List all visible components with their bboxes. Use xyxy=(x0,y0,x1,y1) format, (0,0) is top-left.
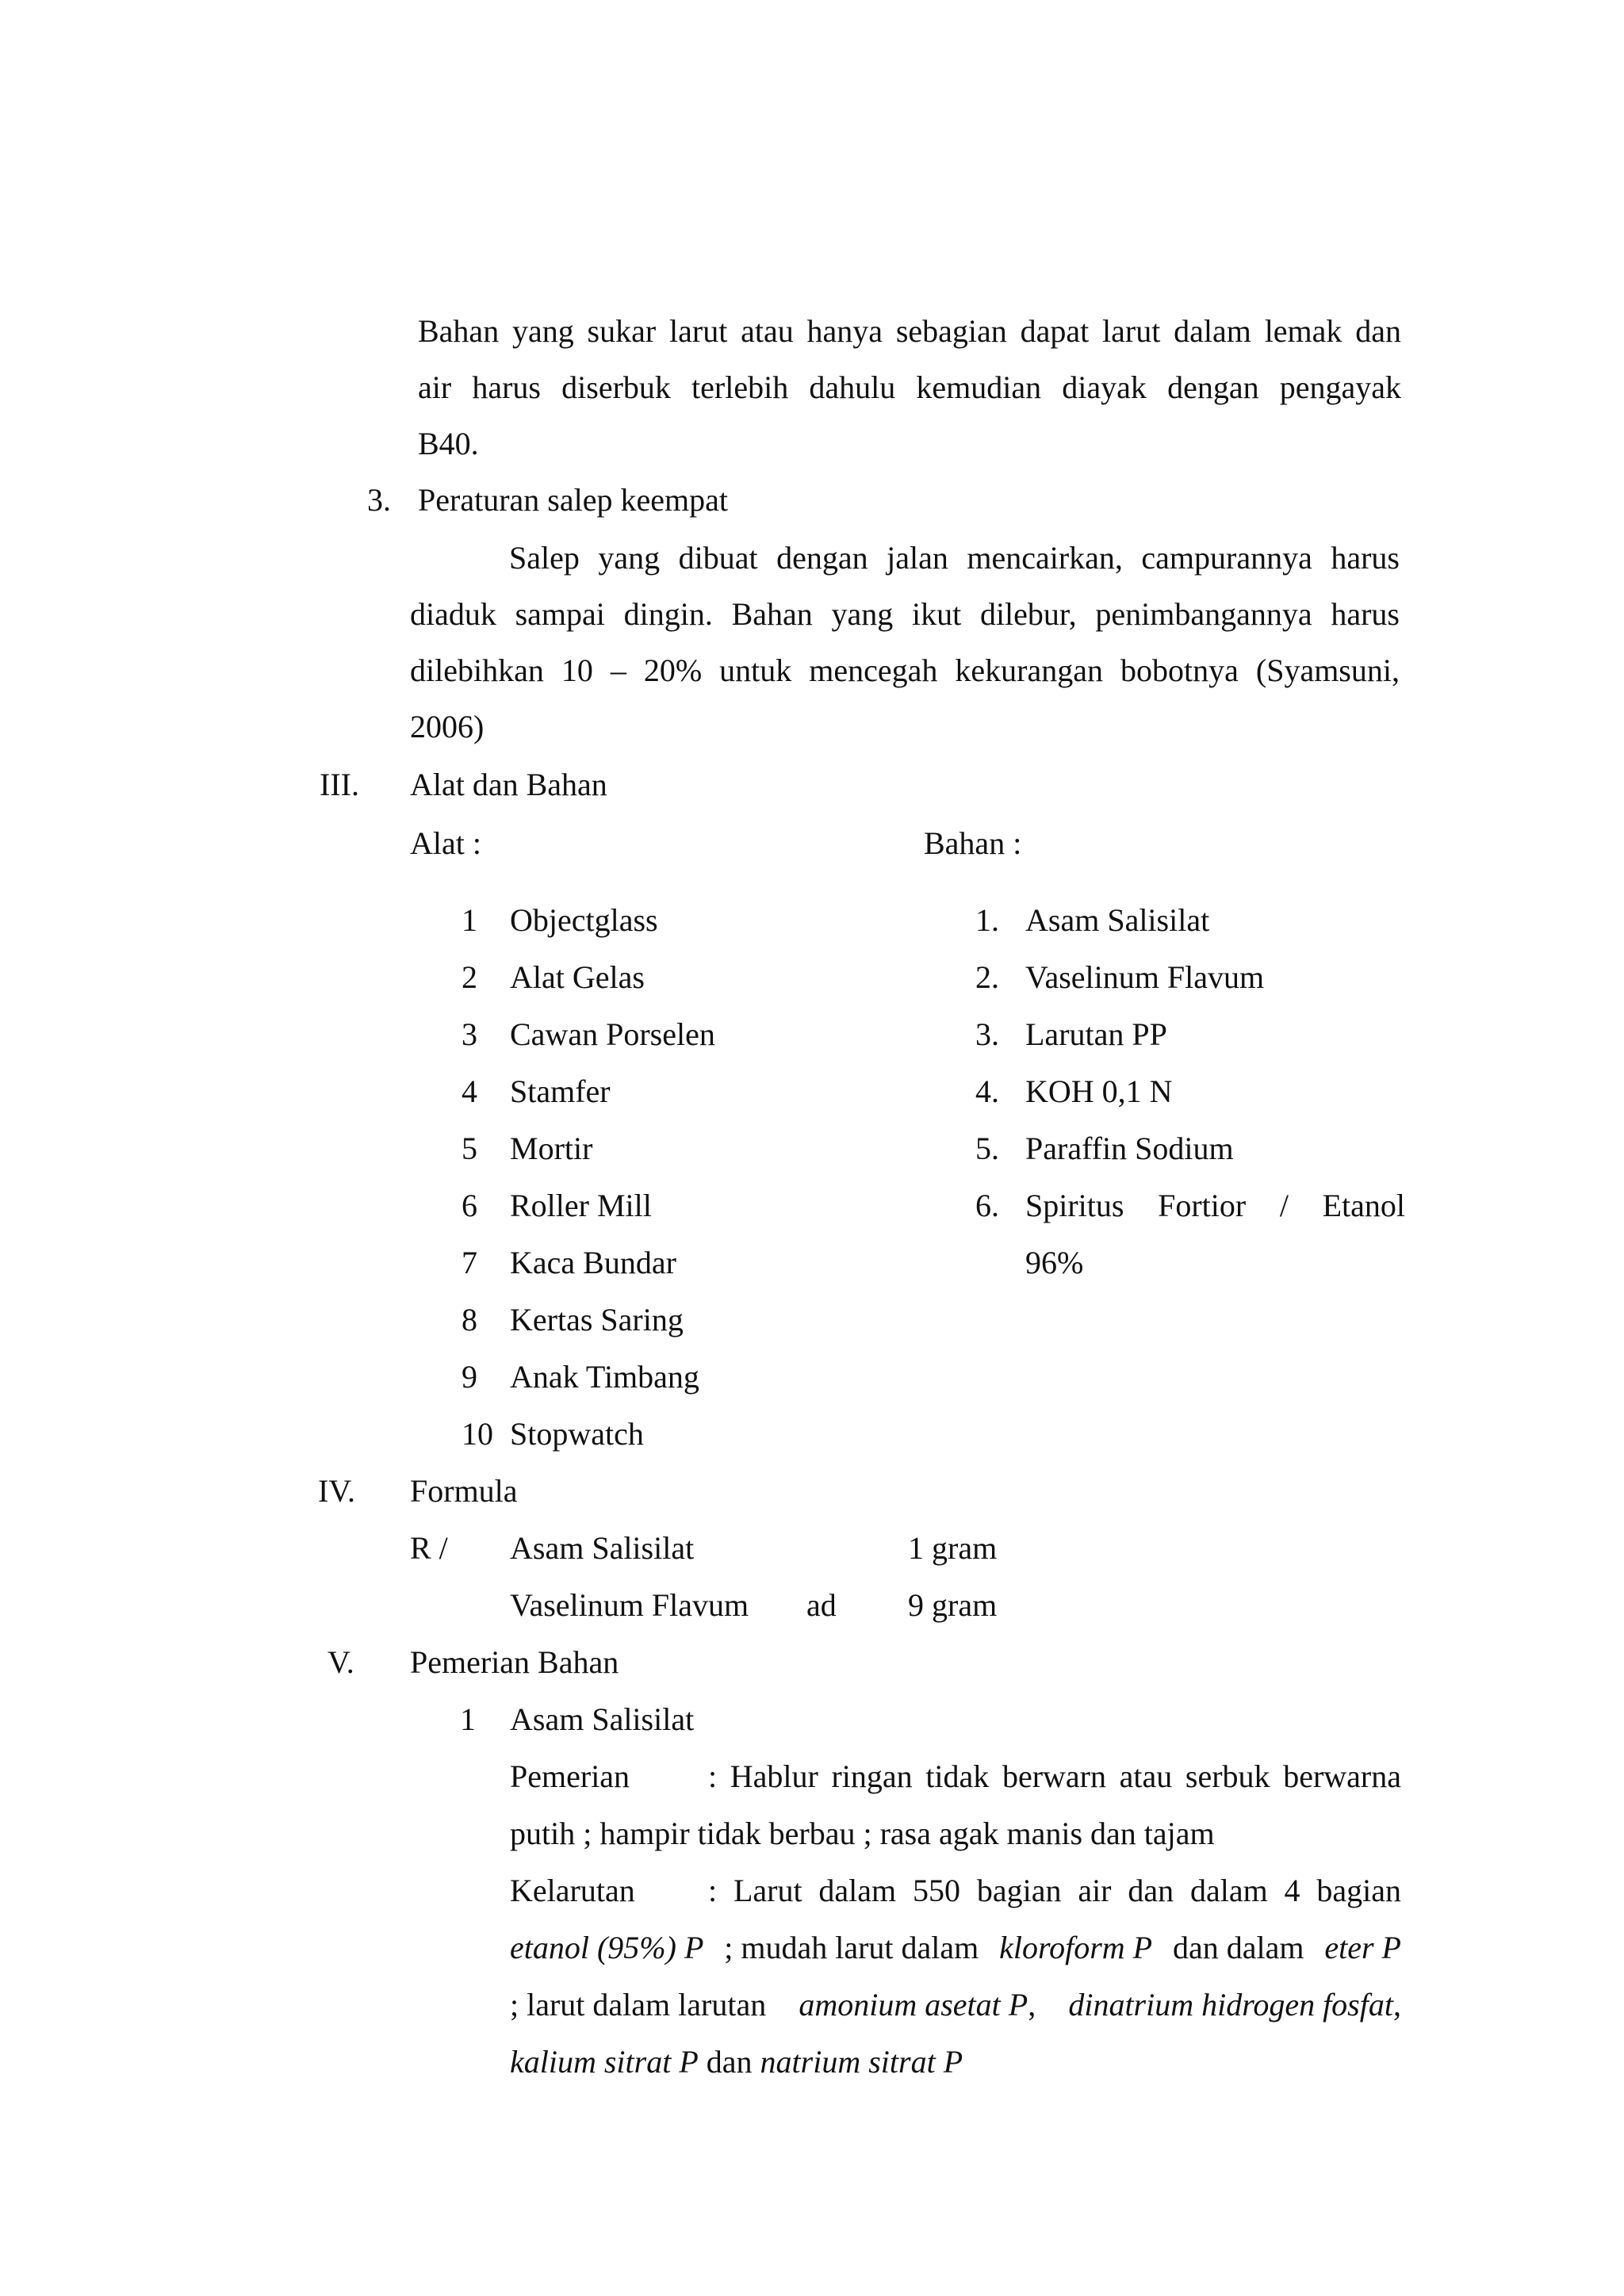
list-item: Stamfer xyxy=(510,1073,611,1109)
section-numeral: IV. xyxy=(318,1473,356,1509)
list-item: Roller Mill xyxy=(510,1188,652,1223)
section-numeral: V. xyxy=(327,1644,354,1680)
body-text-line: dilebihkan 10 – 20% untuk mencegah kekurangan bobotnya (Syamsuni, xyxy=(410,652,1400,688)
list-item: KOH 0,1 N xyxy=(1025,1073,1173,1109)
list-number: 3. xyxy=(367,482,391,518)
section-title: Alat dan Bahan xyxy=(410,767,607,802)
list-number: 5. xyxy=(975,1131,999,1166)
formula-ad: ad xyxy=(806,1587,837,1623)
list-number: 2. xyxy=(975,959,999,995)
italic-term: kalium sitrat P xyxy=(510,2044,699,2080)
italic-term: kloroform P xyxy=(999,1930,1153,1965)
list-item: Mortir xyxy=(510,1131,593,1166)
list-number: 1 xyxy=(462,902,477,938)
kelarutan-text-line xyxy=(510,2046,963,2078)
text-fragment: , xyxy=(1392,1987,1401,2022)
list-number: 7 xyxy=(462,1245,477,1280)
section-numeral: III. xyxy=(320,767,359,802)
bahan-label: Bahan : xyxy=(924,825,1022,861)
pemerian-text: : Hablur ringan tidak berwarn atau serbuk berwarna xyxy=(708,1758,1401,1794)
kelarutan-text-line xyxy=(510,1932,1401,1964)
text-fragment: , xyxy=(1028,1987,1036,2022)
kelarutan-text-line xyxy=(510,1989,1401,2021)
italic-term: dinatrium hidrogen fosfat xyxy=(1068,1987,1393,2022)
text-fragment: ; larut dalam larutan xyxy=(510,1987,767,2022)
list-number: 4 xyxy=(462,1073,477,1109)
list-item: Larutan PP xyxy=(1025,1016,1167,1052)
list-item: Stopwatch xyxy=(510,1416,644,1452)
list-number: 1. xyxy=(975,902,999,938)
list-number: 8 xyxy=(462,1302,477,1337)
section-title: Formula xyxy=(410,1473,518,1509)
italic-term: eter P xyxy=(1324,1930,1401,1965)
list-number: 5 xyxy=(462,1131,477,1166)
list-number: 3. xyxy=(975,1016,999,1052)
formula-ingredient: Vaselinum Flavum xyxy=(510,1587,749,1623)
formula-amount: 9 gram xyxy=(908,1587,998,1623)
body-text-line: Bahan yang sukar larut atau hanya sebagian dapat larut dalam lemak dan xyxy=(418,313,1401,349)
text-fragment: ; mudah larut dalam xyxy=(724,1930,979,1965)
kelarutan-text: : Larut dalam 550 bagian air dan dalam 4 bagian xyxy=(708,1873,1401,1908)
body-text-line: air harus diserbuk terlebih dahulu kemudian diayak dengan pengayak xyxy=(418,369,1401,405)
list-item: Cawan Porselen xyxy=(510,1016,715,1052)
pemerian-text: putih ; hampir tidak berbau ; rasa agak manis dan tajam xyxy=(510,1816,1215,1851)
list-number: 2 xyxy=(462,959,477,995)
list-item: Anak Timbang xyxy=(510,1359,699,1395)
item-title: Asam Salisilat xyxy=(510,1701,695,1737)
list-number: 1 xyxy=(460,1701,476,1737)
list-item: Asam Salisilat xyxy=(1025,902,1210,938)
section-title: Pemerian Bahan xyxy=(410,1644,619,1680)
list-number: 10 xyxy=(462,1416,493,1452)
body-text-line: 2006) xyxy=(410,709,485,744)
list-item: Alat Gelas xyxy=(510,959,645,995)
list-item: Spiritus Fortior / Etanol xyxy=(1025,1188,1405,1223)
pemerian-label: Pemerian xyxy=(510,1758,630,1794)
list-number: 6. xyxy=(975,1188,999,1223)
rule-heading: Peraturan salep keempat xyxy=(418,482,728,518)
text-fragment: dan xyxy=(706,2044,753,2080)
body-text-line: diaduk sampai dingin. Bahan yang ikut dilebur, penimbangannya harus xyxy=(410,596,1400,632)
alat-label: Alat : xyxy=(410,825,481,861)
list-number: 4. xyxy=(975,1073,999,1109)
kelarutan-label: Kelarutan xyxy=(510,1873,635,1908)
italic-term: natrium sitrat P xyxy=(760,2044,963,2080)
formula-amount: 1 gram xyxy=(908,1530,998,1566)
list-item-continuation: 96% xyxy=(1025,1245,1084,1280)
list-item: Objectglass xyxy=(510,902,658,938)
text-fragment: dan dalam xyxy=(1172,1930,1304,1965)
italic-term: etanol (95%) P xyxy=(510,1930,704,1965)
recipe-mark: R / xyxy=(410,1530,448,1566)
list-item: Kaca Bundar xyxy=(510,1245,676,1280)
body-text-line: Salep yang dibuat dengan jalan mencairkan, campurannya harus xyxy=(509,540,1400,576)
formula-ingredient: Asam Salisilat xyxy=(510,1530,695,1566)
list-item: Paraffin Sodium xyxy=(1025,1131,1234,1166)
list-number: 3 xyxy=(462,1016,477,1052)
list-item: Vaselinum Flavum xyxy=(1025,959,1265,995)
list-number: 9 xyxy=(462,1359,477,1395)
body-text-line: B40. xyxy=(418,426,479,461)
italic-term: amonium asetat P xyxy=(799,1987,1028,2022)
list-item: Kertas Saring xyxy=(510,1302,684,1337)
list-number: 6 xyxy=(462,1188,477,1223)
